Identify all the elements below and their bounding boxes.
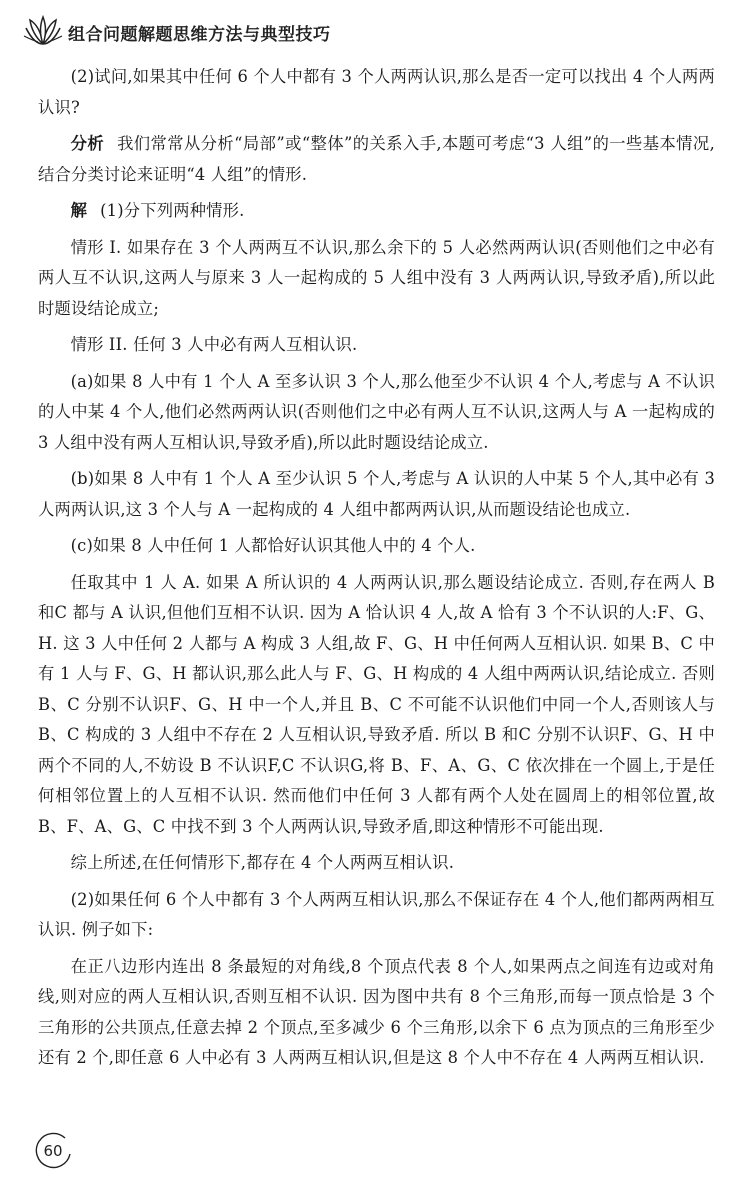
paragraph-lead: 分析 (70, 134, 105, 153)
paragraph-text: (c)如果 8 人中任何 1 人都恰好认识其他人中的 4 个人. (70, 536, 476, 555)
paragraph-text: (2)如果任何 6 个人中都有 3 个人两两互相认识,那么不保证存在 4 个人,他们都两两相互认识. 例子如下: (38, 889, 715, 939)
paragraph-text: 情形 I. 如果存在 3 个人两两互不认识,那么余下的 5 人必然两两认识(否则他们之中必有两人互不认识,这两人与原来 3 人一起构成的 5 人组中没有 3 人两两认识,导致矛盾),所以此时题设结论成立; (38, 237, 715, 318)
paragraph-text: 在正八边形内连出 8 条最短的对角线,8 个顶点代表 8 个人,如果两点之间连有边或对角线,则对应的两人互相认识,否则互相不认识. 因为图中共有 8 个三角形,而每一顶点恰是 3 个三角形的公共顶点,任意去掉 2 个顶点,至多减少 6 个三角形,以余下 6 点为顶点的三角形至少还有 2 个,即任意 6 人中必有 3 人两两互相认识,但是这 8 个人中不存在 4 人两两互相认识. (38, 956, 715, 1067)
paragraph (38, 129, 715, 190)
paragraph (38, 531, 715, 562)
paragraph (38, 848, 715, 879)
page-header (22, 14, 742, 48)
paragraph (38, 885, 715, 946)
paragraph-text: 任取其中 1 人 A. 如果 A 所认识的 4 人两两认识,那么题设结论成立. 否则,存在两人 B 和C 都与 A 认识,但他们互相不认识. 因为 A 恰认识 4 人,故 A 恰有 3 个不认识的人:F、G、H. 这 3 人中任何 2 人都与 A 构成 3 人组,故 F、G、H 中任何两人互相认识. 如果 B、C 中有 1 人与 F、G、H 都认识,那么此人与 F、G、H 构成的 4 人组中两两认识,结论成立. 否则 B、C 分别不认识F、G、H 中一个人,并且 B、C 不可能不认识他们中同一个人,否则该人与 B、C 构成的 3 人组中不存在 2 人互相认识,导致矛盾. 所以 B 和C 分别不认识F、G、H 中两个不同的人,不妨设 B 不认识F,C 不认识G,将 B、F、A、G、C 依次排在一个圆上,于是任何相邻位置上的人互相不认识. 然而他们中任何 3 人都有两个人处在圆周上的相邻位置,故 B、F、A、G、C 中找不到 3 个人两两认识,导致矛盾,即这种情形不可能出现. (38, 572, 715, 836)
paragraph-lead: 解 (70, 201, 88, 220)
paragraph-text: 我们常常从分析“局部”或“整体”的关系入手,本题可考虑“3 人组”的一些基本情况,结合分类讨论来证明“4 人组”的情形. (38, 134, 715, 184)
paragraph-text: (2)试问,如果其中任何 6 个人中都有 3 个人两两认识,那么是否一定可以找出 4 个人两两认识? (38, 67, 715, 117)
paragraph (38, 196, 715, 227)
page-number: 60 (43, 1142, 63, 1160)
page-body (38, 62, 715, 1080)
paragraph-text: 综上所述,在任何情形下,都存在 4 个人两两互相认识. (70, 853, 455, 872)
paragraph-text: (a)如果 8 人中有 1 个人 A 至多认识 3 个人,那么他至少不认识 4 个人,考虑与 A 不认识的人中某 4 个人,他们必然两两认识(否则他们之中必有两人互不认识,这两人与 A 一起构成的 3 人组中没有两人互相认识,导致矛盾),所以此时题设结论成立. (38, 371, 715, 452)
paragraph (38, 568, 715, 843)
paragraph (38, 464, 715, 525)
paragraph (38, 952, 715, 1074)
lotus-logo-icon (22, 14, 64, 48)
paragraph (38, 233, 715, 325)
paragraph (38, 330, 715, 361)
book-title: 组合问题解题思维方法与典型技巧 (68, 25, 331, 45)
paragraph (38, 367, 715, 459)
page-number-badge (32, 1130, 74, 1172)
paragraph-text: 情形 II. 任何 3 人中必有两人互相认识. (70, 335, 358, 354)
paragraph-text: (1)分下列两种情形. (100, 201, 245, 220)
paragraph-text: (b)如果 8 人中有 1 个人 A 至少认识 5 个人,考虑与 A 认识的人中某 5 个人,其中必有 3 人两两认识,这 3 个人与 A 一起构成的 4 人组中都两两认识,从而题设结论也成立. (38, 469, 715, 519)
paragraph (38, 62, 715, 123)
